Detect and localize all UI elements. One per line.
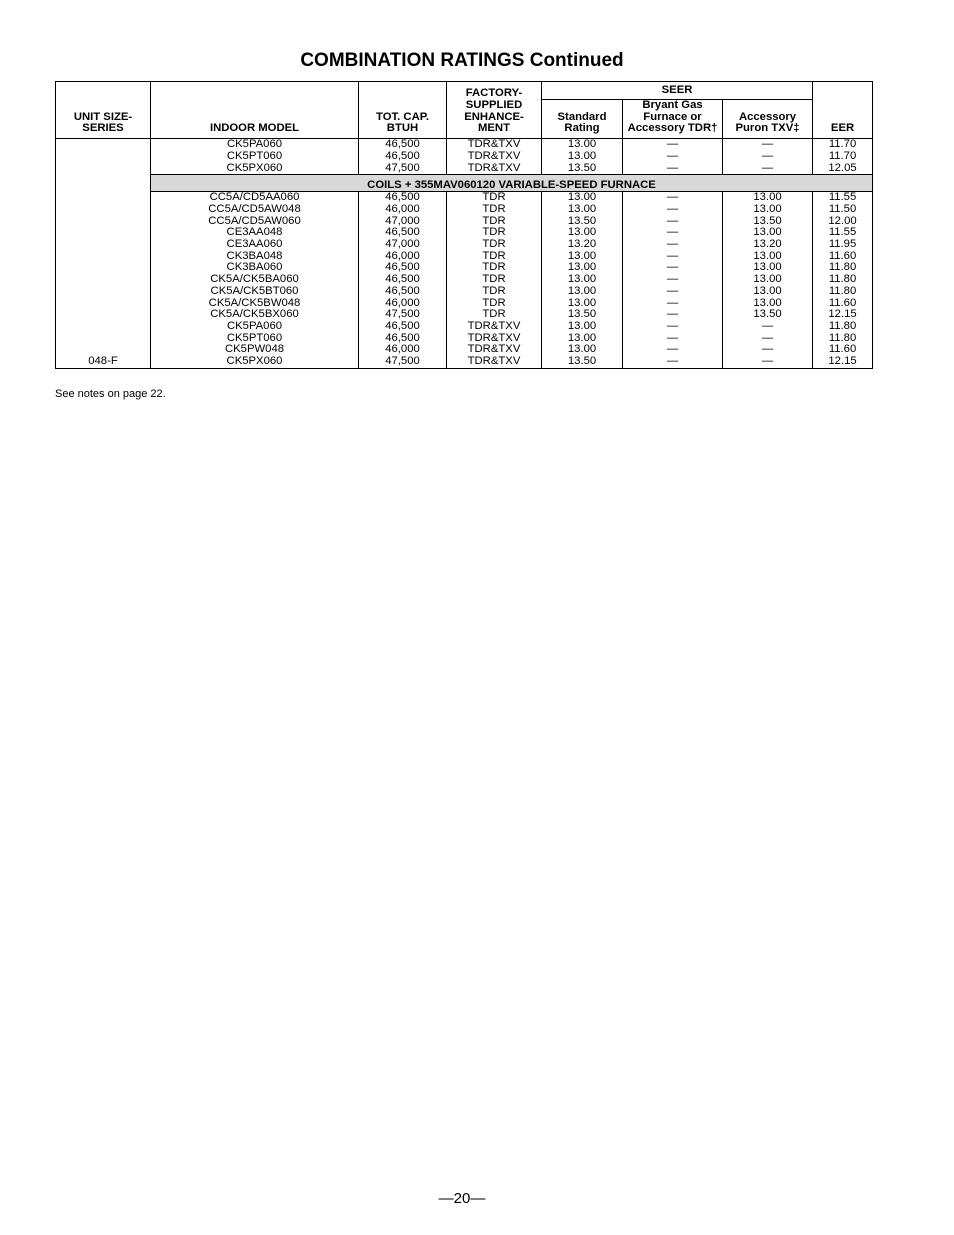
cell-line: 13.00 [567, 343, 597, 356]
cell-line: CK5A/CK5BT060 [210, 284, 299, 297]
cell-line: 13.20 [753, 238, 782, 251]
standard-rating-cell [542, 192, 623, 369]
cell-line: 47,500 [385, 308, 420, 321]
cell-line: TDR&TXV [467, 319, 521, 332]
cell-line: 11.80 [828, 261, 857, 274]
cell-line: 13.00 [753, 249, 782, 262]
enhancement-cell [447, 139, 542, 175]
cell-line: 13.00 [567, 202, 597, 215]
cell-line: 13.00 [753, 226, 782, 239]
cell-line: — [666, 308, 679, 321]
capacity-cell [359, 139, 447, 175]
cell-line: 46,500 [385, 273, 420, 286]
eer-cell [813, 139, 873, 175]
cell-line: — [666, 238, 679, 251]
cell-line: — [761, 319, 774, 332]
cell-line: CK5A/CK5BX060 [210, 308, 299, 321]
cell-line: 13.00 [567, 138, 597, 151]
footnote: See notes on page 22. [55, 388, 166, 400]
cell-line: 13.00 [567, 284, 597, 297]
cell-line: CK5PT060 [226, 331, 283, 344]
bryant-furnace-cell [623, 192, 723, 369]
cell-line: — [761, 138, 774, 151]
cell-line: 46,000 [385, 249, 420, 262]
cell-line: CC5A/CD5AA060 [209, 191, 300, 204]
cell-line: TDR [482, 202, 506, 215]
cell-line: — [666, 331, 679, 344]
cell-line: TDR [482, 296, 506, 309]
cell-line: CK3BA048 [226, 249, 283, 262]
cell-line: 11.60 [828, 296, 857, 309]
header-seer: SEER [542, 82, 813, 100]
cell-line: CK5A/CK5BA060 [210, 273, 299, 286]
indoor-model-cell [151, 192, 359, 369]
cell-line: 46,500 [385, 138, 420, 151]
page-number: —20— [438, 1190, 486, 1207]
cell-line: TDR [482, 238, 506, 251]
cell-line: 11.60 [828, 249, 857, 262]
cell-line: — [666, 138, 679, 151]
header-accessory-puron-txv: Accessory Puron TXV‡ [723, 100, 813, 139]
header-enhancement: FACTORY- SUPPLIED ENHANCE- MENT [447, 82, 542, 139]
cell-line: TDR&TXV [467, 161, 521, 174]
accessory-txv-cell [723, 192, 813, 369]
cell-line: 13.00 [567, 331, 597, 344]
cell-line: 11.80 [828, 273, 857, 286]
cell-line: TDR [482, 226, 506, 239]
cell-line: TDR [482, 249, 506, 262]
cell-line: TDR [482, 273, 506, 286]
cell-line: TDR&TXV [467, 343, 521, 356]
cell-line: 47,500 [385, 161, 420, 174]
cell-line: 13.00 [567, 191, 597, 204]
table-row-group-1 [56, 139, 873, 175]
cell-line: — [666, 273, 679, 286]
enhancement-cell [447, 192, 542, 369]
cell-line: TDR&TXV [467, 331, 521, 344]
cell-line: 47,000 [385, 214, 420, 227]
cell-line: 46,500 [385, 319, 420, 332]
cell-line: 13.50 [567, 308, 597, 321]
cell-line: 11.80 [828, 319, 857, 332]
cell-line: 12.05 [828, 161, 857, 174]
cell-line: 11.95 [828, 238, 857, 251]
cell-line: — [761, 355, 774, 368]
cell-line: — [666, 261, 679, 274]
header-unit-size-series: UNIT SIZE-SERIES [56, 82, 151, 139]
cell-line: CK5PX060 [226, 355, 283, 368]
cell-line: TDR [482, 308, 506, 321]
cell-line: 11.50 [828, 202, 857, 215]
cell-line: 46,500 [385, 284, 420, 297]
cell-line: 12.00 [828, 214, 857, 227]
cell-line: 13.00 [567, 261, 597, 274]
cell-line: 13.00 [753, 273, 782, 286]
cell-line: CE3AA048 [226, 226, 283, 239]
section-header-row [56, 175, 873, 192]
capacity-cell [359, 192, 447, 369]
cell-line: 46,000 [385, 202, 420, 215]
indoor-model-cell [151, 139, 359, 175]
cell-line: 47,000 [385, 238, 420, 251]
table-row-group-2 [56, 192, 873, 369]
cell-line: CK5PT060 [226, 149, 283, 162]
cell-line: 11.55 [828, 191, 857, 204]
cell-line: 13.00 [567, 149, 597, 162]
cell-line: 46,000 [385, 296, 420, 309]
cell-line: CK5PA060 [226, 138, 283, 151]
cell-line: — [666, 226, 679, 239]
header-standard-rating: Standard Rating [542, 100, 623, 139]
cell-line: TDR [482, 261, 506, 274]
cell-line: — [666, 202, 679, 215]
cell-line: CC5A/CD5AW048 [208, 202, 301, 215]
cell-line: CC5A/CD5AW060 [208, 214, 301, 227]
cell-line: CK3BA060 [226, 261, 283, 274]
cell-line: 46,500 [385, 261, 420, 274]
cell-line: 46,000 [385, 343, 420, 356]
cell-line: TDR&TXV [467, 138, 521, 151]
cell-line: 46,500 [385, 191, 420, 204]
header-bryant-gas-furnace: Bryant Gas Furnace or Accessory TDR† [623, 100, 723, 139]
eer-cell [813, 192, 873, 369]
cell-line: 13.00 [753, 261, 782, 274]
section-title: COILS + 355MAV060120 VARIABLE-SPEED FURNACE [151, 175, 873, 192]
cell-line: — [666, 249, 679, 262]
cell-line: 13.00 [567, 296, 597, 309]
cell-line: 13.50 [567, 161, 597, 174]
cell-line: 13.00 [567, 249, 597, 262]
cell-line: 13.00 [753, 202, 782, 215]
cell-line: — [761, 343, 774, 356]
page-title: COMBINATION RATINGS Continued [300, 50, 624, 71]
standard-rating-cell [542, 139, 623, 175]
unit-size-cell: 048-F [56, 139, 151, 369]
cell-line: 13.00 [567, 226, 597, 239]
combination-ratings-table [55, 81, 873, 369]
header-eer: EER [813, 82, 873, 139]
cell-line: TDR [482, 284, 506, 297]
cell-line: TDR&TXV [467, 149, 521, 162]
cell-line: 13.50 [753, 214, 782, 227]
cell-line: CK5PW048 [224, 343, 285, 356]
cell-line: 11.60 [828, 343, 857, 356]
cell-line: 12.15 [828, 355, 857, 368]
cell-line: 13.00 [753, 296, 782, 309]
cell-line: CE3AA060 [226, 238, 283, 251]
cell-line: 13.20 [567, 238, 597, 251]
header-total-capacity: TOT. CAP. BTUH [359, 82, 447, 139]
cell-line: — [666, 191, 679, 204]
cell-line: 12.15 [828, 308, 857, 321]
cell-line: 11.80 [828, 284, 857, 297]
cell-line: CK5A/CK5BW048 [208, 296, 301, 309]
cell-line: — [666, 296, 679, 309]
bryant-furnace-cell [623, 139, 723, 175]
cell-line: 13.50 [753, 308, 782, 321]
cell-line: 11.80 [828, 331, 857, 344]
cell-line: 11.70 [828, 138, 857, 151]
header-indoor-model: INDOOR MODEL [151, 82, 359, 139]
cell-line: CK5PX060 [226, 161, 283, 174]
cell-line: 47,500 [385, 355, 420, 368]
cell-line: TDR&TXV [467, 355, 521, 368]
cell-line: — [666, 343, 679, 356]
cell-line: CK5PA060 [226, 319, 283, 332]
accessory-txv-cell [723, 139, 813, 175]
cell-line: 13.00 [567, 319, 597, 332]
cell-line: — [666, 319, 679, 332]
cell-line: 13.00 [753, 284, 782, 297]
cell-line: — [666, 214, 679, 227]
cell-line: — [666, 149, 679, 162]
cell-line: TDR [482, 191, 506, 204]
cell-line: 13.50 [567, 214, 597, 227]
cell-line: 13.00 [753, 191, 782, 204]
cell-line: 13.00 [567, 273, 597, 286]
cell-line: 11.70 [828, 149, 857, 162]
cell-line: TDR [482, 214, 506, 227]
cell-line: 46,500 [385, 226, 420, 239]
cell-line: — [666, 355, 679, 368]
cell-line: — [761, 331, 774, 344]
cell-line: 46,500 [385, 331, 420, 344]
cell-line: 13.50 [567, 355, 597, 368]
cell-line: 11.55 [828, 226, 857, 239]
cell-line: — [666, 161, 679, 174]
cell-line: — [761, 149, 774, 162]
cell-line: — [666, 284, 679, 297]
cell-line: — [761, 161, 774, 174]
cell-line: 46,500 [385, 149, 420, 162]
